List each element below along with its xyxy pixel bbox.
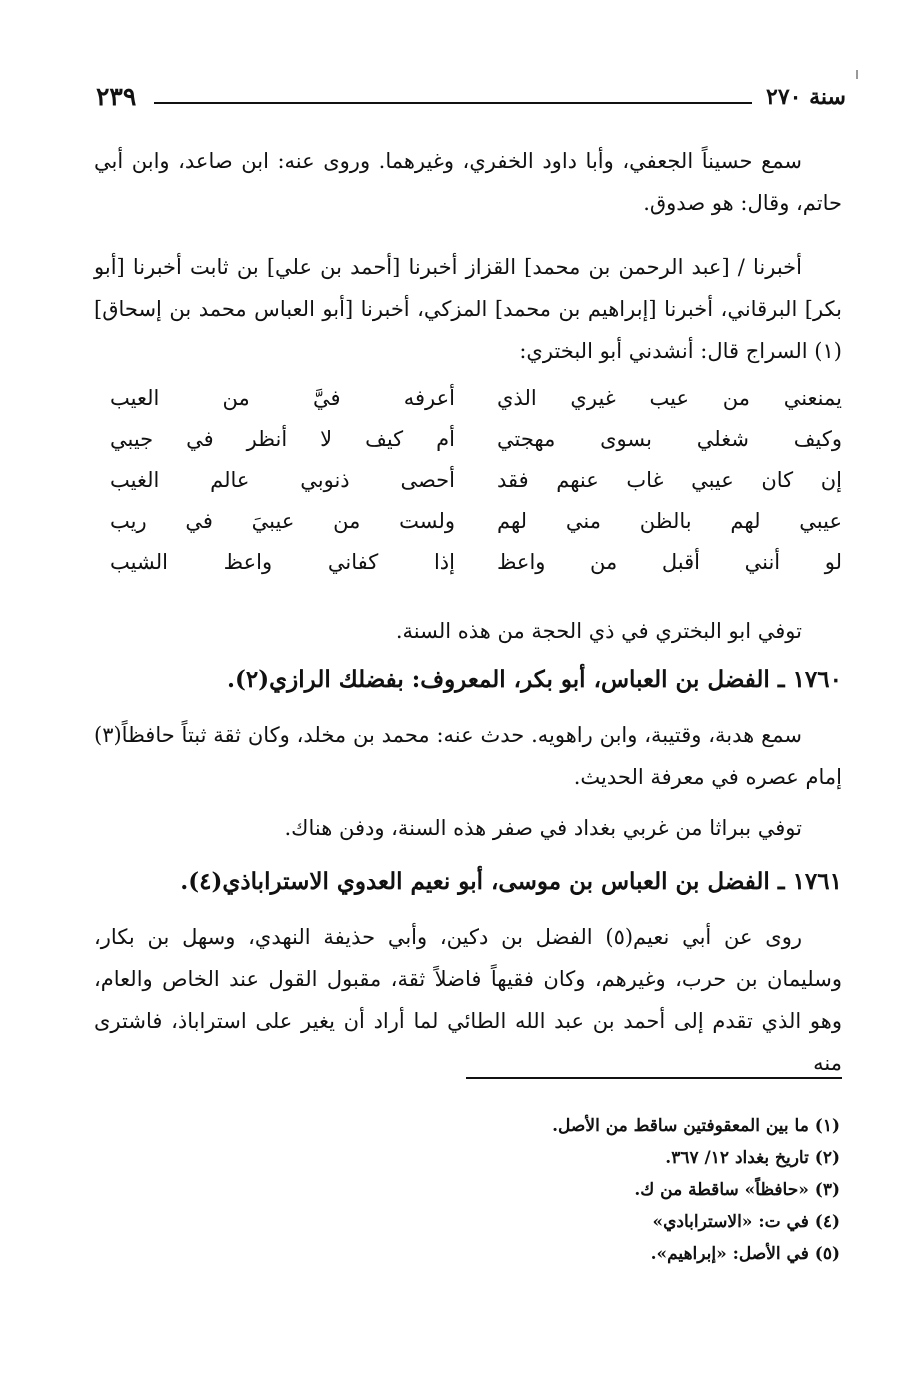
verse-second-hemistich: إذا كفاني واعظ الشيب — [110, 550, 455, 574]
paragraph-isnad: أخبرنا / [عبد الرحمن بن محمد] القزاز أخبرنا [أحمد بن علي] بن ثابت أخبرنا [أبو بكر] البرقاني، أخبرنا [إبراهيم بن محمد] المزكي، أخبرنا [أبو العباس محمد بن إسحاق](١) السراج قال: أنشدني أبو البختري: — [94, 255, 842, 363]
verse-first-hemistich: يمنعني من عيب غيري الذي — [497, 386, 842, 410]
death-note-abu-bakhtari: توفي ابو البختري في ذي الحجة من هذه السنة. — [395, 619, 802, 643]
entry-title-1760: ١٧٦٠ ـ الفضل بن العباس، أبو بكر، المعروف: بفضلك الرازي(٢). — [227, 666, 842, 693]
footnote-rule — [466, 1077, 842, 1079]
page-number: ٢٣٩ — [96, 82, 137, 111]
entry-death-1760: توفي ببراثا من غربي بغداد في صفر هذه السنة، ودفن هناك. — [284, 816, 802, 840]
poem-verse — [94, 509, 842, 550]
page-header — [96, 84, 846, 118]
poem-verse — [94, 427, 842, 468]
header-rule — [154, 102, 752, 104]
footnote-item: (٥) في الأصل: «إبراهيم». — [650, 1244, 840, 1264]
entry-title-1761: ١٧٦١ ـ الفضل بن العباس بن موسى، أبو نعيم العدوي الاستراباذي(٤). — [180, 868, 842, 895]
verse-first-hemistich: وكيف شغلي بسوى مهجتي — [497, 427, 842, 451]
verse-second-hemistich: أعرفه فيَّ من العيب — [110, 386, 455, 410]
footnote-item: (١) ما بين المعقوفتين ساقط من الأصل. — [552, 1116, 840, 1136]
poem-verse — [94, 550, 842, 591]
verse-second-hemistich: ولست من عيبيَ في ريب — [110, 509, 455, 533]
poem — [94, 386, 842, 591]
entry-body-1761: روى عن أبي نعيم(٥) الفضل بن دكين، وأبي حذيفة النهدي، وسهل بن بكار، وسليمان بن حرب، وغيرهم، وكان فقيهاً فاضلاً ثقة، مقبول القول عند الخاص والعام، وهو الذي تقدم إلى أحمد بن عبد الله الطائي لما أراد أن يغير على استراباذ، فاشترى منه — [94, 925, 842, 1075]
footnote-item: (٣) «حافظاً» ساقطة من ك. — [634, 1180, 840, 1200]
footnote-item: (٤) في ت: «الاسترابادي» — [652, 1212, 840, 1232]
verse-second-hemistich: أم كيف لا أنظر في جيبي — [110, 427, 455, 451]
verse-first-hemistich: لو أنني أقبل من واعظ — [497, 550, 842, 574]
footnotes — [92, 1110, 840, 1270]
poem-verse — [94, 386, 842, 427]
verse-second-hemistich: أحصى ذنوبي عالم الغيب — [110, 468, 455, 492]
footnote-item: (٢) تاريخ بغداد ١٢/ ٣٦٧. — [665, 1148, 840, 1168]
running-head-year: سنة ٢٧٠ — [766, 84, 846, 110]
paragraph-narrators: سمع حسيناً الجعفي، وأبا داود الخفري، وغيرهما. وروى عنه: ابن صاعد، وابن أبي حاتم، وقال: هو صدوق. — [94, 149, 842, 215]
entry-body-1760: سمع هدبة، وقتيبة، وابن راهويه. حدث عنه: محمد بن مخلد، وكان ثقة ثبتاً حافظاً(٣) إمام عصره في معرفة الحديث. — [94, 723, 842, 789]
poem-verse — [94, 468, 842, 509]
verse-first-hemistich: عيبي لهم بالظن مني لهم — [497, 509, 842, 533]
page-edge-mark — [856, 70, 858, 79]
verse-first-hemistich: إن كان عيبي غاب عنهم فقد — [497, 468, 842, 492]
